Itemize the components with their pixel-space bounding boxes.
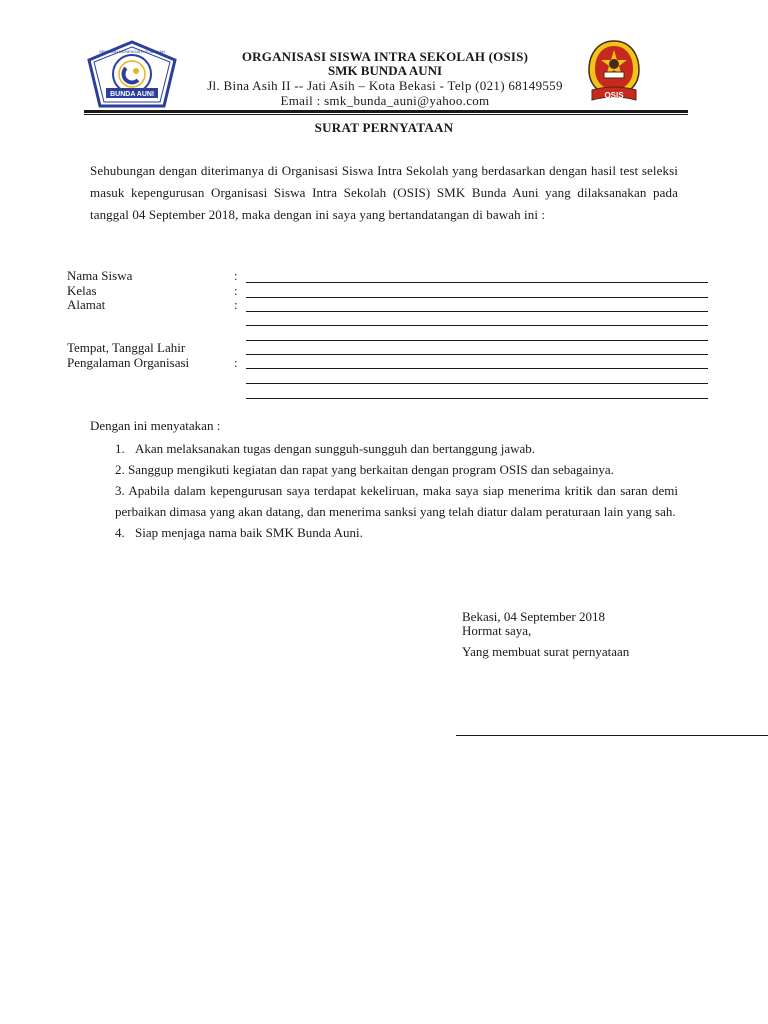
field-line-nama-siswa[interactable]	[246, 282, 708, 283]
list-item	[90, 459, 678, 480]
label-pengalaman-organisasi: Pengalaman Organisasi	[67, 355, 190, 370]
school-logo-ring-text: SEKOLAH MENENGAH KEJURUAN	[99, 49, 165, 54]
field-line-alamat-2[interactable]	[246, 325, 708, 326]
field-line-ttl-upper[interactable]	[246, 340, 708, 341]
label-nama-siswa: Nama Siswa	[67, 268, 133, 283]
list-item-text: Sanggup mengikuti kegiatan dan rapat yang berkaitan dengan program OSIS dan sebagainya.	[128, 462, 614, 477]
list-item	[90, 438, 678, 459]
header-rule-thin	[84, 114, 688, 115]
label-alamat: Alamat	[67, 297, 106, 312]
osis-logo-banner: OSIS	[604, 91, 624, 100]
declaration-intro: Dengan ini menyatakan :	[90, 418, 221, 433]
colon: :	[234, 283, 238, 298]
list-item-number: 2.	[115, 462, 125, 477]
colon: :	[234, 268, 238, 283]
school-name: SMK BUNDA AUNI	[327, 63, 443, 78]
label-tempat-tanggal-lahir: Tempat, Tanggal Lahir	[67, 340, 186, 355]
osis-logo	[586, 38, 642, 106]
school-address: Jl. Bina Asih II -- Jati Asih – Kota Bekasi - Telp (021) 68149559	[207, 78, 563, 93]
field-line-kelas[interactable]	[246, 297, 708, 298]
list-item	[90, 480, 678, 522]
colon: :	[234, 297, 238, 312]
signature-line[interactable]	[456, 735, 768, 736]
list-item	[90, 522, 678, 543]
school-logo-banner: BUNDA AUNI	[110, 91, 154, 98]
closing-regards: Hormat saya,	[462, 623, 532, 638]
field-line-pengalaman-1[interactable]	[246, 368, 708, 369]
list-item-number: 3.	[115, 483, 125, 498]
header-rule-thick	[84, 110, 688, 113]
list-item-number: 1.	[115, 441, 125, 456]
field-line-ttl[interactable]	[246, 354, 708, 355]
list-item-text: Akan melaksanakan tugas dengan sungguh-sungguh dan bertanggung jawab.	[135, 441, 536, 456]
field-line-pengalaman-2[interactable]	[246, 383, 708, 384]
list-item-text: Apabila dalam kepengurusan saya terdapat kekeliruan, maka saya siap menerima kritik dan saran demi perbaikan dimasa yang akan datang, dan menerima sanksi yang telah diatur dalam peraturaan lain yang sah.	[115, 483, 678, 519]
list-item-number: 4.	[115, 525, 125, 540]
colon: :	[234, 355, 238, 370]
closing-place-date: Bekasi, 04 September 2018	[462, 609, 605, 624]
document-title: SURAT PERNYATAAN	[314, 120, 454, 135]
label-kelas: Kelas	[67, 283, 97, 298]
list-item-text: Siap menjaga nama baik SMK Bunda Auni.	[135, 525, 363, 540]
org-name: ORGANISASI SISWA INTRA SEKOLAH (OSIS)	[241, 49, 529, 64]
intro-paragraph: Sehubungan dengan diterimanya di Organisasi Siswa Intra Sekolah yang berdasarkan dengan hasil test seleksi masuk kepengurusan Organisasi Siswa Intra Sekolah (OSIS) SMK Bunda Auni yang dilaksanakan pada tanggal 04 September 2018, maka dengan ini saya yang bertandatangan di bawah ini :	[90, 163, 678, 222]
field-line-alamat-1[interactable]	[246, 311, 708, 312]
closing-signer: Yang membuat surat pernyataan	[462, 644, 630, 659]
school-logo	[86, 40, 178, 108]
school-email: Email : smk_bunda_auni@yahoo.com	[280, 93, 490, 108]
declaration-list	[90, 438, 678, 543]
field-line-pengalaman-3[interactable]	[246, 398, 708, 399]
